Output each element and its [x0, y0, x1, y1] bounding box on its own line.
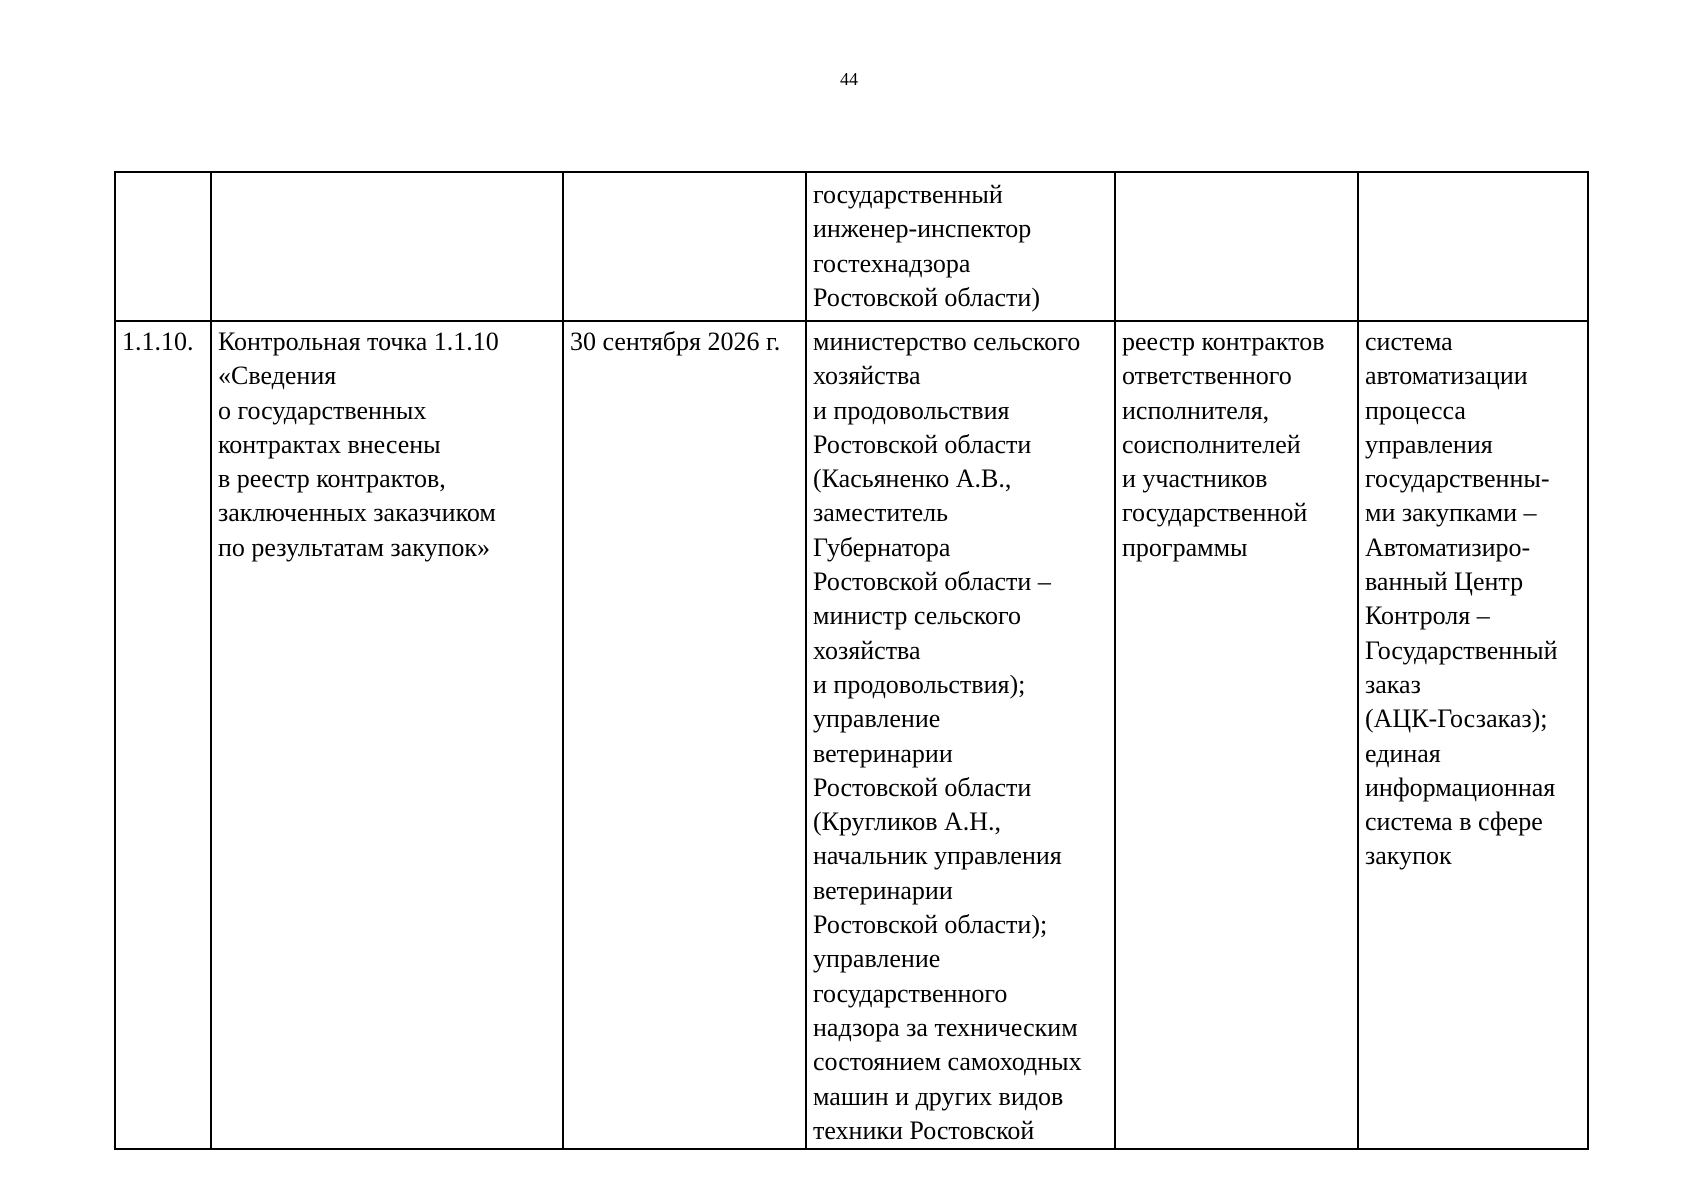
- table-row: [115, 321, 1588, 1149]
- cell-document: реестр контрактов ответственного исполнителя, соисполнителей и участников государственной программы: [1115, 321, 1358, 1149]
- cell-date: 30 сентября 2026 г.: [563, 321, 806, 1149]
- cell-system: [1358, 172, 1588, 321]
- cell-number: [115, 172, 211, 321]
- cell-system: система автоматизации процесса управления государственны- ми закупками – Автоматизиро- ванный Центр Контроля – Государственный заказ (АЦК-Госзаказ); единая информационная система в сфере закупок: [1358, 321, 1588, 1149]
- cell-name: Контрольная точка 1.1.10 «Сведения о государственных контрактах внесены в реестр контрактов, заключенных заказчиком по результатам закупок»: [211, 321, 563, 1149]
- cell-responsible: государственный инженер-инспектор гостехнадзора Ростовской области): [806, 172, 1115, 321]
- table-row: [115, 172, 1588, 321]
- cell-document: [1115, 172, 1358, 321]
- cell-number: 1.1.10.: [115, 321, 211, 1149]
- cell-date: [563, 172, 806, 321]
- page-number: 44: [840, 69, 858, 89]
- document-table: [114, 171, 1589, 1150]
- cell-name: [211, 172, 563, 321]
- cell-responsible: министерство сельского хозяйства и продовольствия Ростовской области (Касьяненко А.В., заместитель Губернатора Ростовской области – министр сельского хозяйства и продовольствия); управление ветеринарии Ростовской области (Кругликов А.Н., начальник управления ветеринарии Ростовской области); управление государственного надзора за техническим состоянием самоходных машин и других видов техники Ростовской: [806, 321, 1115, 1149]
